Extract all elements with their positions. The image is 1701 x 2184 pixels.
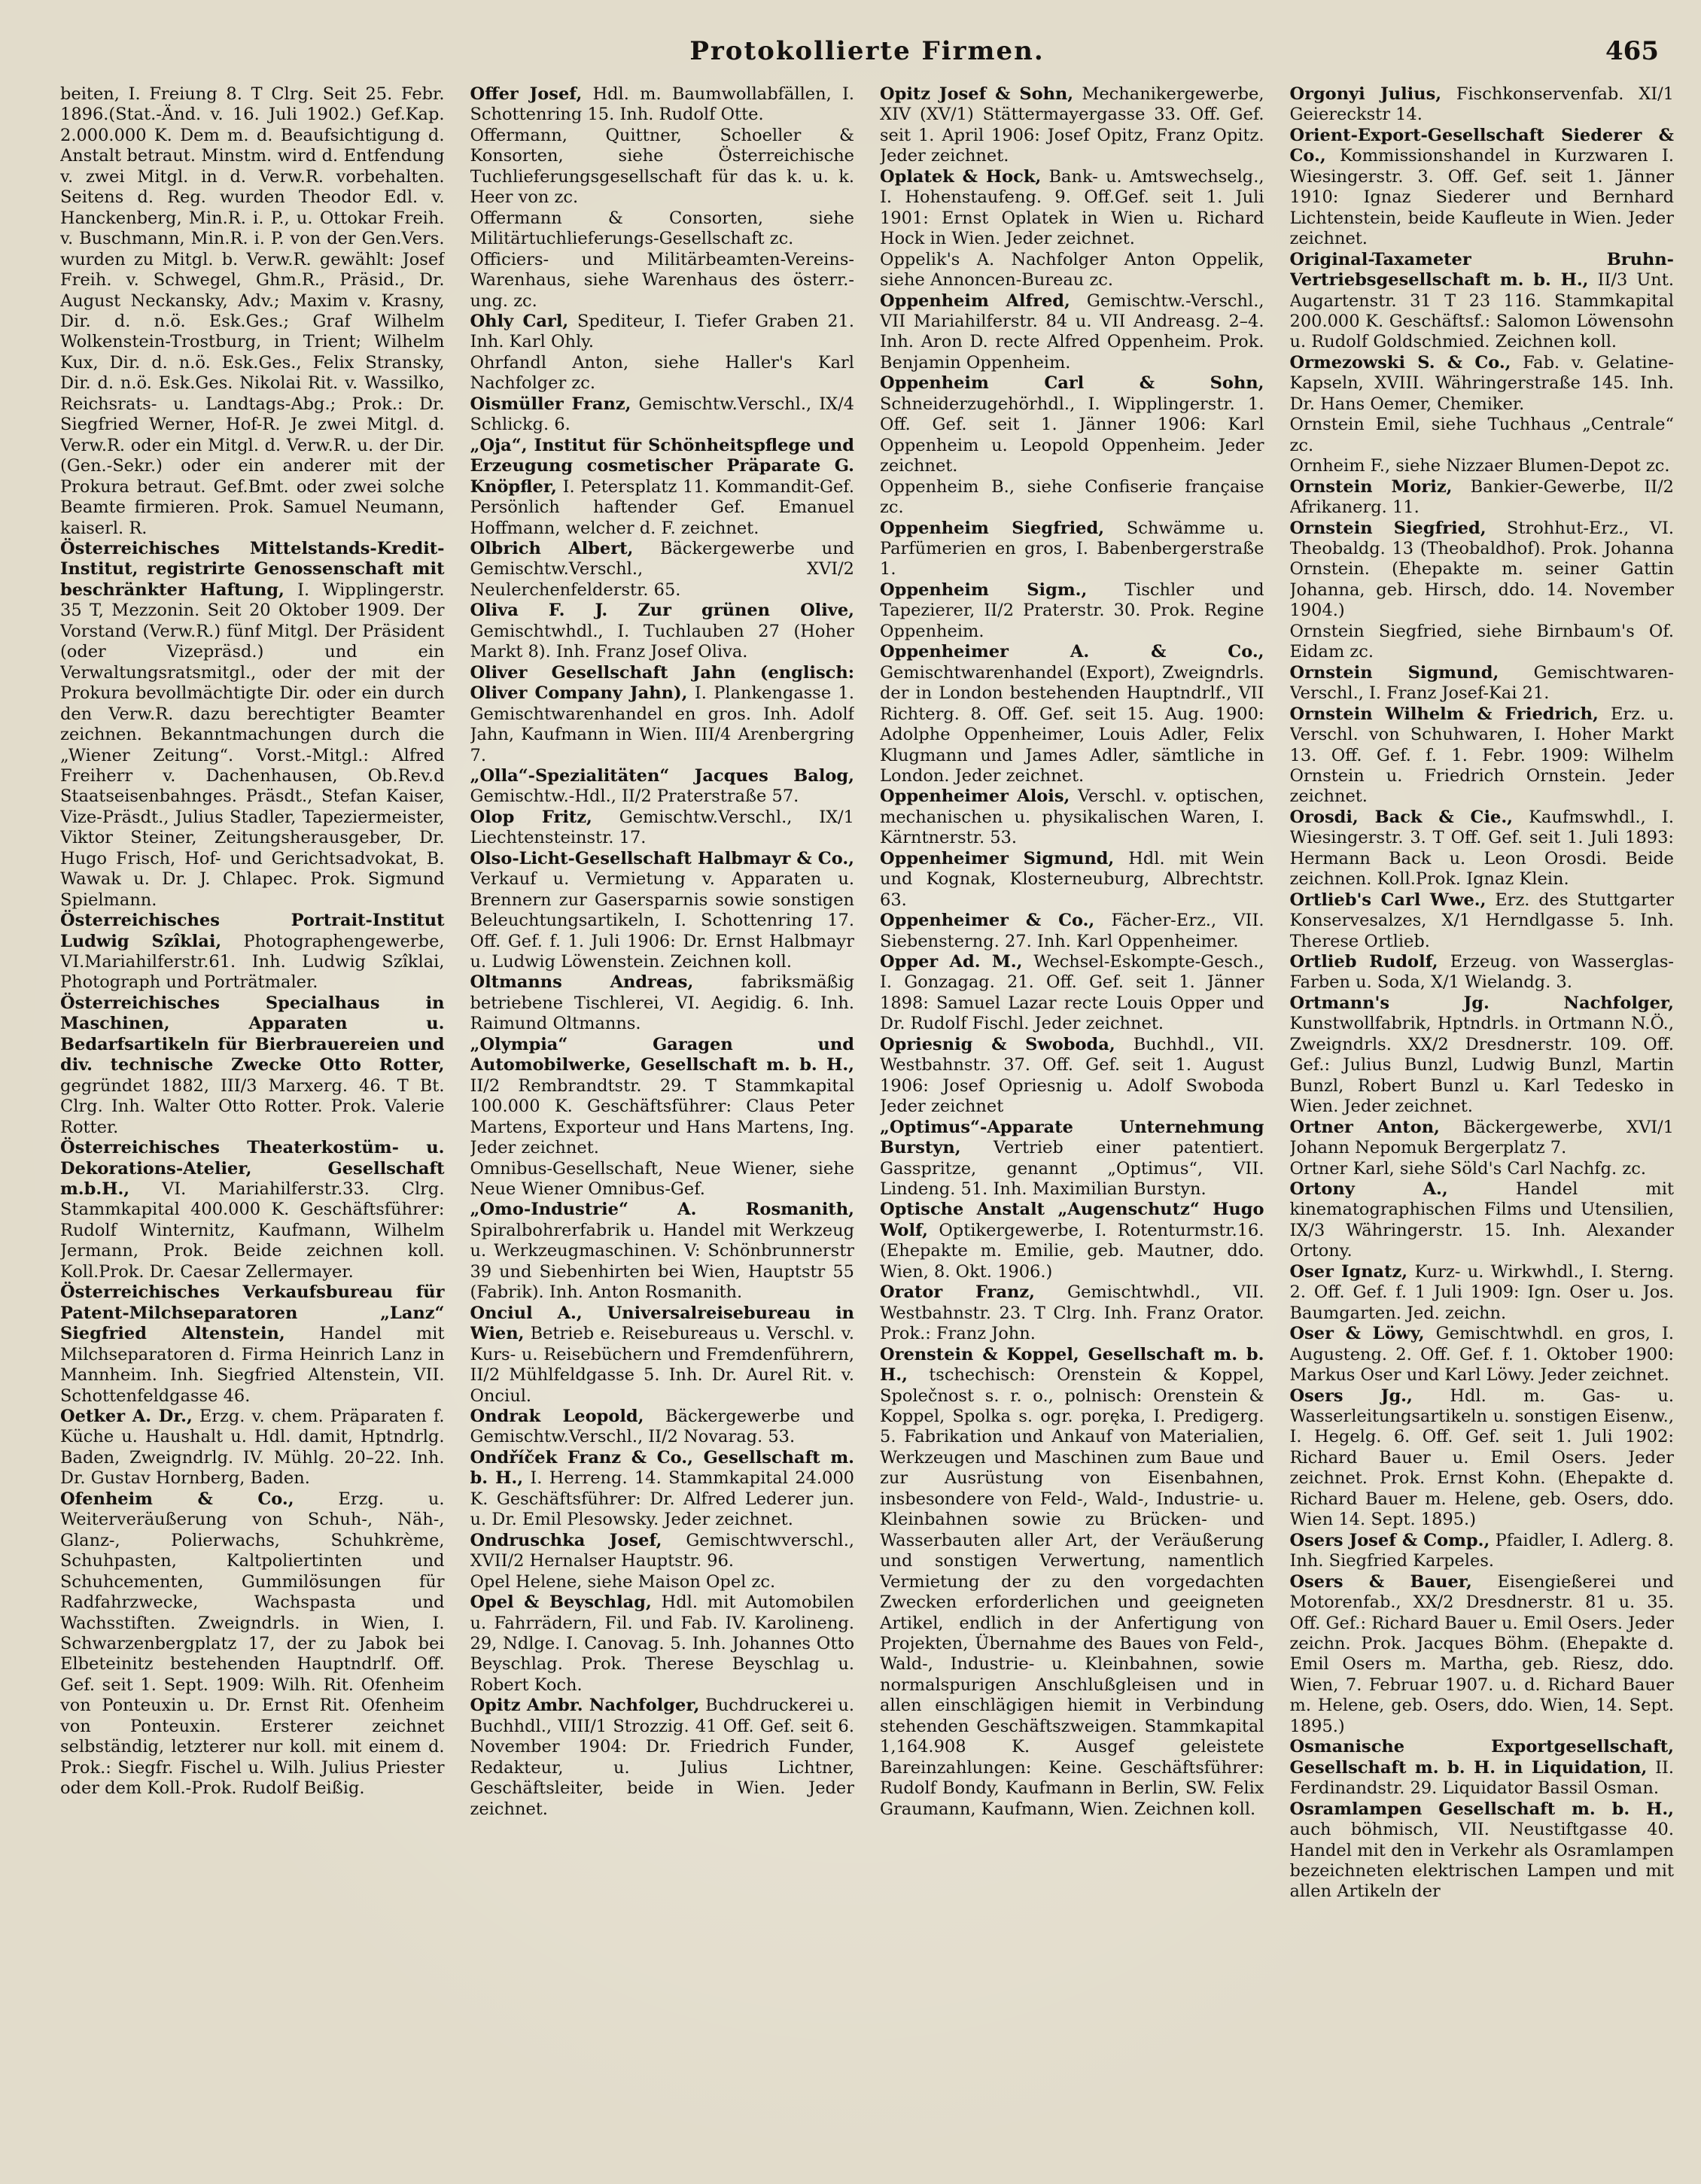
firm-details: Gemischtw.Verschl., IX/1 Liechtensteinstr. 17.	[470, 807, 854, 848]
firm-details: Gemischtwarenhandel (Export), Zweigndrls. der in London bestehenden Hauptndrlf., VII Richterg. 8. Off. Gef. seit 15. Aug. 1900: Adolphe Oppenheimer, Louis Adler, Felix Klugmann und James Adler, sämtliche in London. Jeder zeichnet.	[880, 662, 1264, 786]
firm-entry	[880, 291, 1264, 374]
firm-entry	[1290, 1324, 1675, 1386]
firm-entry	[880, 849, 1264, 911]
firm-details: VI. Mariahilferstr.33. Clrg. Stammkapital 400.000 K. Geschäftsführer: Rudolf Winternitz, Kaufmann, Wilhelm Jermann, Prok. Beide zeichnen koll. Koll.Prok. Dr. Caesar Zellermayer.	[60, 1179, 445, 1282]
firm-name: „Optimus“-Apparate Unternehmung Burstyn,	[880, 1117, 1264, 1158]
firm-name: Oetker A. Dr.,	[60, 1407, 193, 1426]
firm-name: Ortner Anton,	[1289, 1117, 1440, 1137]
firm-entry	[880, 373, 1264, 476]
firm-name: Oppenheimer & Co.,	[880, 911, 1095, 931]
firm-name: Opitz Josef & Sohn,	[880, 84, 1074, 104]
column-4	[1290, 84, 1675, 2169]
firm-entry	[470, 766, 855, 808]
firm-details: I. Herreng. 14. Stammkapital 24.000 K. Geschäftsführer: Dr. Alfred Lederer jun. u. Dr. Emil Plesowsky. Jeder zeichnet.	[470, 1468, 854, 1530]
firm-entry	[880, 786, 1264, 848]
firm-entry	[470, 1696, 855, 1820]
firm-entry	[1290, 1799, 1675, 1903]
firm-entry	[880, 1200, 1264, 1282]
firm-entry	[880, 1118, 1264, 1200]
firm-details: Omnibus-Gesellschaft, Neue Wiener, siehe Neue Wiener Omnibus-Gef.	[470, 1158, 854, 1200]
firm-entry	[60, 1489, 445, 1799]
firm-entry	[880, 952, 1264, 1035]
firm-name: Ornstein Wilhelm & Friedrich,	[1289, 704, 1599, 724]
firm-name: Opel & Beyschlag,	[470, 1592, 652, 1613]
firm-entry	[1290, 1531, 1675, 1572]
firm-details: Photographengewerbe, VI.Mariahilferstr.61. Inh. Ludwig Szîklai, Photograph und Porträtmaler.	[60, 931, 445, 993]
firm-name: Oppenheim Alfred,	[880, 290, 1070, 311]
firm-entry	[880, 1035, 1264, 1118]
firm-details: Erz. u. Verschl. von Schuhwaren, I. Hoher Markt 13. Off. Gef. f. 1. Febr. 1909: Wilhelm Ornstein u. Friedrich Ornstein. Jeder zeichnet.	[1289, 704, 1674, 807]
firm-details: Hdl. mit Automobilen u. Fahrrädern, Fil. und Fab. IV. Karolineng. 29, Ndlge. I. Canovag. 5. Inh. Johannes Otto Beyschlag. Prok. Therese Beyschlag u. Robert Koch.	[470, 1592, 854, 1695]
firm-entry	[1290, 663, 1675, 704]
firm-details: Pfaidler, I. Adlerg. 8. Inh. Siegfried Karpeles.	[1289, 1530, 1674, 1571]
firm-details: Fächer-Erz., VII. Siebensterng. 27. Inh. Karl Oppenheimer.	[880, 911, 1264, 951]
firm-entry	[1290, 84, 1675, 126]
firm-entry	[1290, 952, 1675, 993]
firm-details: Tischler und Tapezierer, II/2 Praterstr. 30. Prok. Regine Oppenheim.	[880, 579, 1264, 641]
firm-name: Ornstein Sigmund,	[1289, 662, 1499, 683]
firm-details: Eisengießerei und Motorenfab., XX/2 Dresdnerstr. 81 u. 35. Off. Gef.: Richard Bauer u. Emil Osers. Jeder zeichn. Prok. Jacques Böhm. (Ehepakte d. Emil Osers m. Martha, geb. Riesz, ddo. Wien, 7. Februar 1907. u. d. Richard Bauer m. Helene, geb. Osers, ddo. Wien, 14. Sept. 1895.)	[1289, 1571, 1674, 1736]
firm-entry	[60, 993, 445, 1138]
firm-details: Gemischtwhdl., I. Tuchlauben 27 (Hoher Markt 8). Inh. Franz Josef Oliva.	[470, 621, 854, 662]
firm-details: Mechanikergewerbe, XIV (XV/1) Stättermayergasse 33. Off. Gef. seit 1. April 1906: Josef Opitz, Franz Opitz. Jeder zeichnet.	[880, 84, 1264, 166]
firm-details: Bäckergewerbe und Gemischtw.Verschl., XVI/2 Neulerchenfelderstr. 65.	[470, 538, 854, 600]
firm-name: „Omo-Industrie“ A. Rosmanith,	[470, 1200, 854, 1220]
firm-details: Ortner Karl, siehe Söld's Carl Nachfg. zc.	[1289, 1158, 1646, 1179]
firm-details: gegründet 1882, III/3 Marxerg. 46. T Bt. Clrg. Inh. Walter Otto Rotter. Prok. Valerie Rotter.	[60, 1075, 445, 1137]
firm-details: Ohrfandl Anton, siehe Haller's Karl Nachfolger zc.	[470, 352, 854, 394]
firm-name: Oppenheimer A. & Co.,	[880, 642, 1264, 662]
firm-entry	[470, 1035, 855, 1159]
firm-entry	[880, 1345, 1264, 1820]
firm-entry	[1290, 415, 1675, 456]
firm-name: Olop Fritz,	[470, 807, 592, 827]
firm-entry	[880, 1282, 1264, 1344]
firm-entry	[1290, 250, 1675, 353]
firm-name: Opitz Ambr. Nachfolger,	[470, 1696, 700, 1716]
firm-name: Österreichisches Mittelstands-Kredit-Institut, registrirte Genossenschaft mit beschränkter Haftung,	[60, 538, 445, 600]
firm-details: II. Ferdinandstr. 29. Liquidator Bassil Osman.	[1289, 1757, 1674, 1799]
firm-entry	[470, 1592, 855, 1696]
firm-name: Orator Franz,	[880, 1282, 1036, 1303]
firm-name: Oliver Gesellschaft Jahn (englisch: Oliver Company Jahn),	[470, 662, 854, 704]
firm-details: Handel mit kinematographischen Films und Utensilien, IX/3 Währingerstr. 15. Inh. Alexander Ortony.	[1289, 1179, 1674, 1261]
firm-name: Onciul A., Universalreisebureau in Wien,	[470, 1303, 854, 1344]
firm-details: Erzeug. von Wasserglas-Farben u. Soda, X/1 Wielandg. 3.	[1289, 952, 1674, 993]
firm-name: Osers Jg.,	[1289, 1386, 1413, 1406]
firm-name: Osers Josef & Comp.,	[1289, 1530, 1490, 1550]
firm-entry	[1290, 1262, 1675, 1324]
firm-details: II/3 Unt. Augartenstr. 31 T 23 116. Stammkapital 200.000 K. Geschäftsf.: Salomon Löwensohn u. Rudolf Goldschmied. Zeichnen koll.	[1289, 270, 1674, 352]
firm-name: Oltmanns Andreas,	[470, 972, 694, 993]
firm-entry	[880, 84, 1264, 167]
firm-name: „Oja“, Institut für Schönheitspflege und Erzeugung cosmetischer Präparate G. Knöpfler,	[470, 435, 854, 497]
column-1	[60, 84, 445, 2169]
firm-name: Ortmann's Jg. Nachfolger,	[1289, 993, 1674, 1013]
running-title: Protokollierte Firmen.	[689, 36, 1045, 66]
firm-entry	[1290, 1179, 1675, 1262]
firm-details: beiten, I. Freiung 8. T Clrg. Seit 25. Febr. 1896.(Stat.-Änd. v. 16. Juli 1902.) Gef.Kap. 2.000.000 K. Dem m. d. Beaufsichtigung d. Anstalt betraut. Minstm. wird d. Entfendung v. zwei Mitgl. in d. Verw.R. vorbehalten. Seitens d. Reg. wurden Theodor Edl. v. Hanckenberg, Min.R. i. P., u. Ottokar Freih. v. Buschmann, Min.R. i. P. von der Gen.Vers. wurden zu Mitgl. b. Verw.R. gewählt: Josef Freih. v. Schwegel, Ghm.R., Präsid., Dr. August Neckansky, Adv.; Maxim v. Krasny, Dir. d. n.ö. Esk.Ges.; Graf Wilhelm Wolkenstein-Trostburg, in Trient; Wilhelm Kux, Dir. d. n.ö. Esk.Ges., Felix Stransky, Dir. d. n.ö. Esk.Ges. Nikolai Rit. v. Wassilko, Reichsrats- u. Landtags-Abg.; Prok.: Dr. Siegfried Werner, Hof-R. Je zwei Mitgl. d. Verw.R. oder ein Mitgl. d. Verw.R. u. der Dir. (Gen.-Sekr.) oder ein anderer mit der Prokura betraut. Gef.Bmt. oder zwei solche Beamte firmieren. Prok. Samuel Neumann, kaiserl. R.	[60, 84, 445, 538]
firm-entry	[1290, 808, 1675, 890]
firm-details: Oppenheim B., siehe Confiserie française zc.	[880, 476, 1264, 518]
firm-entry	[880, 642, 1264, 786]
firm-details: Offermann & Consorten, siehe Militärtuchlieferungs-Gesellschaft zc.	[470, 208, 854, 249]
firm-name: Oppenheim Carl & Sohn,	[880, 373, 1264, 394]
firm-details: Hdl. mit Wein und Kognak, Klosterneuburg, Albrechtstr. 63.	[880, 848, 1264, 910]
firm-details: Fab. v. Gelatine-Kapseln, XVIII. Währingerstraße 145. Inh. Dr. Hans Oemer, Chemiker.	[1289, 352, 1674, 414]
firm-details: Opel Helene, siehe Maison Opel zc.	[470, 1571, 776, 1592]
firm-details: tschechisch: Orenstein & Koppel, Společnost s. r. o., polnisch: Orenstein & Koppel, Spolka s. ogr. poręka, I. Predigerg. 5. Fabrikation und Ankauf von Materialien, Werkzeugen und Maschinen zum Baue und zur Ausrüstung von Eisenbahnen, insbesondere von Feld-, Wald-, Industrie- u. Kleinbahnen sowie zu Brücken- und Wasserbauten aller Art, der Veräußerung und sonstigen Verwertung, namentlich Vermietung der zu den vorgedachten Zwecken erforderlichen und geeigneten Artikel, endlich in der Anfertigung von Projekten, Übernahme des Baues von Feld-, Wald-, Industrie- u. Kleinbahnen, sowie normalspurigen Anschlußgleisen und in allen einschlägigen hiemit in Verbindung stehenden Geschäftszweigen. Stammkapital 1,164.908 K. Ausgef geleistete Bareinzahlungen: Keine. Geschäftsführer: Rudolf Bondy, Kaufmann in Berlin, SW. Felix Graumann, Kaufmann, Wien. Zeichnen koll.	[880, 1365, 1264, 1819]
firm-name: Opper Ad. M.,	[880, 952, 1023, 972]
firm-name: Oser & Löwy,	[1289, 1324, 1425, 1344]
firm-entry	[1290, 126, 1675, 250]
firm-entry	[470, 312, 855, 353]
firm-name: Offer Josef,	[470, 84, 583, 104]
firm-details: Buchdruckerei u. Buchhdl., VIII/1 Strozzig. 41 Off. Gef. seit 6. November 1904: Dr. Friedrich Funder, Redakteur, u. Julius Lichtner, Geschäftsleiter, beide in Wien. Jeder zeichnet.	[470, 1696, 854, 1819]
firm-entry	[470, 1159, 855, 1200]
firm-details: II/2 Rembrandtstr. 29. T Stammkapital 100.000 K. Geschäftsführer: Claus Peter Martens, Exporteur und Hans Martens, Ing. Jeder zeichnet.	[470, 1075, 854, 1158]
firm-entry	[470, 394, 855, 436]
firm-details: Kurz- u. Wirkwhdl., I. Sterng. 2. Off. Gef. f. 1 Juli 1909: Ign. Oser u. Jos. Baumgarten. Jed. zeichn.	[1289, 1261, 1674, 1323]
firm-details: Gemischtw.-Hdl., II/2 Praterstraße 57.	[470, 786, 799, 807]
firm-entry	[470, 1407, 855, 1448]
firm-entry	[1290, 993, 1675, 1118]
firm-details: Bäckergewerbe und Gemischtw.Verschl., II/2 Novarag. 53.	[470, 1407, 854, 1447]
firm-name: Oppenheim Siegfried,	[880, 518, 1105, 538]
firm-details: Bäckergewerbe, XVI/1 Johann Nepomuk Bergerplatz 7.	[1289, 1117, 1674, 1158]
firm-name: Oppenheim Sigm.,	[880, 579, 1088, 600]
firm-name: Osmanische Exportgesellschaft, Gesellschaft m. b. H. in Liquidation,	[1289, 1737, 1674, 1778]
firm-details: Buchhdl., VII. Westbahnstr. 37. Off. Gef. seit 1. August 1906: Josef Opriesnig u. Adolf Swoboda Jeder zeichnet	[880, 1034, 1264, 1117]
firm-name: Ortlieb's Carl Wwe.,	[1289, 890, 1486, 910]
firm-name: „Olympia“ Garagen und Automobilwerke, Gesellschaft m. b. H.,	[470, 1034, 854, 1075]
firm-entry	[1290, 353, 1675, 415]
firm-name: Olso-Licht-Gesellschaft Halbmayr & Co.,	[470, 848, 854, 868]
firm-name: Ornstein Siegfried,	[1289, 518, 1486, 538]
firm-name: Opriesnig & Swoboda,	[880, 1034, 1115, 1054]
firm-entry	[60, 84, 445, 539]
firm-details: Verschl. v. optischen, mechanischen u. physikalischen Waren, I. Kärntnerstr. 53.	[880, 786, 1264, 848]
firm-details: Gemischtwhdl., VII. Westbahnstr. 23. T Clrg. Inh. Franz Orator. Prok.: Franz John.	[880, 1282, 1264, 1344]
firm-name: Optische Anstalt „Augenschutz“ Hugo Wolf,	[880, 1200, 1264, 1240]
firm-entry	[470, 1303, 855, 1407]
firm-details: Ornheim F., siehe Nizzaer Blumen-Depot zc.	[1289, 456, 1670, 476]
firm-entry	[470, 1572, 855, 1592]
firm-details: Kaufmswhdl., I. Wiesingerstr. 3. T Off. Gef. seit 1. Juli 1893: Hermann Back u. Leon Orosdi. Beide zeichnen. Koll.Prok. Ignaz Klein.	[1289, 807, 1674, 890]
firm-entry	[1290, 622, 1675, 663]
firm-name: Österreichisches Verkaufsbureau für Patent-Milchseparatoren „Lanz“ Siegfried Altenstein,	[60, 1282, 445, 1344]
firm-entry	[470, 1531, 855, 1572]
firm-details: Strohhut-Erz., VI. Theobaldg. 13 (Theobaldhof). Prok. Johanna Ornstein. (Ehepakte m. seiner Gattin Johanna, geb. Hirsch, ddo. 14. November 1904.)	[1289, 518, 1674, 621]
firm-name: Ohly Carl,	[470, 311, 569, 331]
firm-name: Ondrak Leopold,	[470, 1407, 644, 1426]
firm-entry	[470, 601, 855, 662]
firm-details: Gemischtw.-Verschl., VII Mariahilferstr. 84 u. VII Andreasg. 2–4. Inh. Aron D. recte Alfred Oppenheim. Prok. Benjamin Oppenheim.	[880, 290, 1264, 373]
firm-entry	[470, 663, 855, 766]
firm-name: Ofenheim & Co.,	[60, 1489, 294, 1509]
firm-name: Olbrich Albert,	[470, 538, 634, 558]
firm-entry	[60, 1138, 445, 1282]
firm-entry	[1290, 1386, 1675, 1531]
firm-details: fabriksmäßig betriebene Tischlerei, VI. Aegidig. 6. Inh. Raimund Oltmanns.	[470, 972, 854, 1034]
firm-details: Erzg. v. chem. Präparaten f. Küche u. Haushalt u. Hdl. damit, Hptndrlg. Baden, Zweigndrlg. IV. Mühlg. 20–22. Inh. Dr. Gustav Hornberg, Baden.	[60, 1407, 445, 1489]
firm-entry	[60, 1407, 445, 1489]
firm-details: auch böhmisch, VII. Neustiftgasse 40. Handel mit den in Verkehr als Osramlampen bezeichneten elektrischen Lampen und mit allen Artikeln der	[1289, 1820, 1674, 1902]
firm-entry	[470, 972, 855, 1034]
firm-entry	[470, 808, 855, 849]
firm-entry	[880, 167, 1264, 250]
firm-entry	[880, 477, 1264, 519]
firm-entry	[1290, 477, 1675, 519]
firm-entry	[1290, 1737, 1675, 1799]
firm-details: Gemischtw.Verschl., IX/4 Schlickg. 6.	[470, 394, 854, 435]
firm-details: Officiers- und Militärbeamten-Vereins-Warenhaus, siehe Warenhaus des österr.-ung. zc.	[470, 249, 854, 311]
firm-details: Ornstein Siegfried, siehe Birnbaum's Of. Eidam zc.	[1289, 621, 1674, 662]
firm-details: Schwämme u. Parfümerien en gros, I. Babenbergerstraße 1.	[880, 518, 1264, 579]
firm-details: Bank- u. Amtswechselg., I. Hohenstaufeng. 9. Off.Gef. seit 1. Juli 1901: Ernst Oplatek in Wien u. Richard Hock in Wien. Jeder zeichnet.	[880, 166, 1264, 249]
firm-details: Optikergewerbe, I. Rotenturmstr.16. (Ehepakte m. Emilie, geb. Mautner, ddo. Wien, 8. Okt. 1906.)	[880, 1220, 1264, 1282]
firm-name: Orient-Export-Gesellschaft Siederer & Co.,	[1289, 125, 1674, 166]
firm-details: Fischkonservenfab. XI/1 Geiereckstr 14.	[1289, 84, 1674, 125]
firm-details: Spiralbohrerfabrik u. Handel mit Werkzeug u. Werkzeugmaschinen. V: Schönbrunnerstr 39 und Siebenhirten bei Wien, Hauptstr 55 (Fabrik). Inh. Anton Rosmanith.	[470, 1220, 854, 1303]
firm-details: Handel mit Milchseparatoren d. Firma Heinrich Lanz in Mannheim. Inh. Siegfried Altenstein, VII. Schottenfeldgasse 46.	[60, 1324, 445, 1406]
firm-entry	[1290, 890, 1675, 952]
directory-columns	[60, 84, 1674, 2169]
firm-details: I. Petersplatz 11. Kommandit-Gef. Persönlich haftender Gef. Emanuel Hoffmann, welcher d. F. zeichnet.	[470, 476, 854, 538]
firm-details: Erzg. u. Weiterveräußerung von Schuh-, Näh-, Glanz-, Polierwachs, Schuhkrème, Schuhpasten, Kaltpoliertinten und Schuhcementen, Gummilösungen für Radfahrzwecke, Wachspasta und Wachsstiften. Zweigndrls. in Wien, I. Schwarzenbergplatz 17, der zu Jabok bei Elbeteinitz bestehenden Hauptndrlf. Off. Gef. seit 1. Sept. 1909: Wilh. Rit. Ofenheim von Ponteuxin u. Dr. Ernst Rit. Ofenheim von Ponteuxin. Ersterer zeichnet selbständig, letzterer nur koll. mit einem d. Prok.: Siegfr. Fischel u. Wilh. Julius Priester oder dem Koll.-Prok. Rudolf Beißig.	[60, 1489, 445, 1799]
firm-details: Kommissionshandel in Kurzwaren I. Wiesingerstr. 3. Off. Gef. seit 1. Jänner 1910: Ignaz Siederer und Bernhard Lichtenstein, beide Kaufleute in Wien. Jeder zeichnet.	[1289, 146, 1674, 249]
firm-name: Oplatek & Hock,	[880, 166, 1042, 187]
firm-name: Ormezowski S. & Co.,	[1289, 352, 1511, 373]
page-header	[60, 36, 1674, 71]
firm-entry	[880, 911, 1264, 952]
firm-details: I. Plankengasse 1. Gemischtwarenhandel en gros. Inh. Adolf Jahn, Kaufmann in Wien. III/4 Arenbergring 7.	[470, 683, 854, 765]
firm-name: Orenstein & Koppel, Gesellschaft m. b. H.,	[880, 1344, 1264, 1386]
firm-entry	[470, 208, 855, 250]
firm-name: Original-Taxameter Bruhn-Vertriebsgesellschaft m. b. H.,	[1289, 249, 1674, 290]
firm-entry	[470, 1448, 855, 1531]
firm-name: Oliva F. J. Zur grünen Olive,	[470, 601, 854, 621]
firm-name: Ortony A.,	[1289, 1179, 1448, 1200]
firm-name: Orgonyi Julius,	[1289, 84, 1442, 104]
firm-name: Osramlampen Gesellschaft m. b. H.,	[1289, 1799, 1674, 1819]
firm-name: Ondříček Franz & Co., Gesellschaft m. b. H.,	[470, 1447, 854, 1489]
firm-name: Oppenheimer Sigmund,	[880, 848, 1115, 868]
firm-details: Vertrieb einer patentiert. Gasspritze, genannt „Optimus“, VII. Lindeng. 51. Inh. Maximilian Burstyn.	[880, 1138, 1264, 1200]
firm-entry	[60, 539, 445, 911]
firm-details: Hdl. m. Baumwollabfällen, I. Schottenring 15. Inh. Rudolf Otte.	[470, 84, 854, 125]
firm-entry	[470, 250, 855, 312]
firm-name: Osers & Bauer,	[1289, 1571, 1472, 1592]
firm-entry	[880, 250, 1264, 291]
firm-details: Bankier-Gewerbe, II/2 Afrikanerg. 11.	[1289, 476, 1674, 518]
firm-name: Österreichisches Specialhaus in Maschinen, Apparaten u. Bedarfsartikeln für Bierbrauereien und div. technische Zwecke Otto Rotter,	[60, 993, 445, 1075]
firm-entry	[470, 353, 855, 394]
firm-entry	[1290, 704, 1675, 808]
firm-entry	[1290, 1572, 1675, 1738]
firm-entry	[470, 539, 855, 601]
firm-entry	[1290, 456, 1675, 476]
firm-entry	[880, 580, 1264, 642]
firm-details: Verkauf u. Vermietung v. Apparaten u. Brennern zur Gasersparnis sowie sonstigen Beleuchtungsartikeln, I. Schottenring 17. Off. Gef. f. 1. Juli 1906: Dr. Ernst Halbmayr u. Ludwig Löwenstein. Zeichnen koll.	[470, 869, 854, 972]
firm-name: Österreichisches Theaterkostüm- u. Dekorations-Atelier, Gesellschaft m.b.H.,	[60, 1138, 445, 1200]
firm-name: Österreichisches Portrait-Institut Ludwig Szîklai,	[60, 911, 445, 951]
firm-entry	[880, 519, 1264, 580]
firm-details: Gemischtwhdl. en gros, I. Augusteng. 2. Off. Gef. f. 1. Oktober 1900: Markus Oser und Karl Löwy. Jeder zeichnet.	[1289, 1324, 1674, 1386]
firm-details: Offermann, Quittner, Schoeller & Konsorten, siehe Österreichische Tuchlieferungsgesellschaft für das k. u. k. Heer von zc.	[470, 125, 854, 208]
firm-entry	[470, 126, 855, 208]
firm-details: Wechsel-Eskompte-Gesch., I. Gonzagag. 21. Off. Gef. seit 1. Jänner 1898: Samuel Lazar recte Louis Opper und Dr. Rudolf Fischl. Jeder zeichnet.	[880, 952, 1264, 1034]
page-number: 465	[1605, 36, 1659, 66]
firm-details: Betrieb e. Reisebureaus u. Verschl. v. Kurs- u. Reisebüchern und Fremdenführern, II/2 Mühlfeldgasse 5. Inh. Dr. Aurel Rit. v. Onciul.	[470, 1324, 854, 1406]
firm-details: Spediteur, I. Tiefer Graben 21. Inh. Karl Ohly.	[470, 311, 854, 352]
firm-entry	[60, 1282, 445, 1407]
firm-details: I. Wipplingerstr. 35 T, Mezzonin. Seit 20 Oktober 1909. Der Vorstand (Verw.R.) fünf Mitgl. Der Präsident (oder Vizepräsd.) und ein Verwaltungsratsmitgl., oder der mit der Prokura bevollmächtigte Dir. oder ein durch den Verw.R. dazu berechtigter Beamter zeichnen. Bekanntmachungen durch die „Wiener Zeitung“. Vorst.-Mitgl.: Alfred Freiherr v. Dachenhausen, Ob.Rev.d Staatseisenbahnges. Präsdt., Stefan Kaiser, Vize-Präsdt., Julius Stadler, Tapeziermeister, Viktor Steiner, Zeitungsherausgeber, Dr. Hugo Frisch, Hof- und Gerichtsadvokat, B. Wawak u. Dr. J. Chlapec. Prok. Sigmund Spielmann.	[60, 579, 445, 910]
firm-entry	[470, 84, 855, 126]
firm-entry	[470, 1200, 855, 1303]
firm-name: Oismüller Franz,	[470, 394, 631, 414]
firm-details: Kunstwollfabrik, Hptndrls. in Ortmann N.Ö., Zweigndrls. XX/2 Dresdnerstr. 109. Off. Gef.: Julius Bunzl, Ludwig Bunzl, Martin Bunzl, Robert Bunzl u. Karl Tedesko in Wien. Jeder zeichnet.	[1289, 1014, 1674, 1117]
firm-details: Gemischtwverschl., XVII/2 Hernalser Hauptstr. 96.	[470, 1530, 854, 1571]
firm-entry	[470, 849, 855, 973]
firm-name: Ornstein Moriz,	[1289, 476, 1453, 497]
firm-details: Hdl. m. Gas- u. Wasserleitungsartikeln u. sonstigen Eisenw., I. Hegelg. 6. Off. Gef. seit 1. Juli 1902: Richard Bauer u. Emil Osers. Jeder zeichnet. Prok. Ernst Kohn. (Ehepakte d. Richard Bauer m. Helene, geb. Osers, ddo. Wien 14. Sept. 1895.)	[1289, 1386, 1674, 1530]
firm-details: Oppelik's A. Nachfolger Anton Oppelik, siehe Annoncen-Bureau zc.	[880, 249, 1264, 290]
firm-name: „Olla“-Spezialitäten“ Jacques Balog,	[470, 765, 854, 786]
firm-details: Erz. des Stuttgarter Konservesalzes, X/1 Herndlgasse 5. Inh. Therese Ortlieb.	[1289, 890, 1674, 951]
firm-name: Oser Ignatz,	[1289, 1261, 1408, 1282]
firm-name: Oppenheimer Alois,	[880, 786, 1070, 807]
column-3	[880, 84, 1264, 2169]
firm-details: Gemischtwaren-Verschl., I. Franz Josef-Kai 21.	[1289, 662, 1674, 704]
firm-details: Ornstein Emil, siehe Tuchhaus „Centrale“ zc.	[1289, 415, 1674, 455]
firm-name: Ortlieb Rudolf,	[1289, 952, 1438, 972]
column-2	[470, 84, 855, 2169]
firm-details: Schneiderzugehörhdl., I. Wipplingerstr. 1. Off. Gef. seit 1. Jänner 1906: Karl Oppenheim u. Leopold Oppenheim. Jeder zeichnet.	[880, 394, 1264, 476]
firm-entry	[1290, 519, 1675, 622]
firm-name: Ondruschka Josef,	[470, 1530, 662, 1550]
firm-entry	[1290, 1118, 1675, 1159]
firm-name: Orosdi, Back & Cie.,	[1289, 807, 1513, 827]
firm-entry	[470, 436, 855, 539]
firm-entry	[1290, 1159, 1675, 1179]
firm-entry	[60, 911, 445, 993]
